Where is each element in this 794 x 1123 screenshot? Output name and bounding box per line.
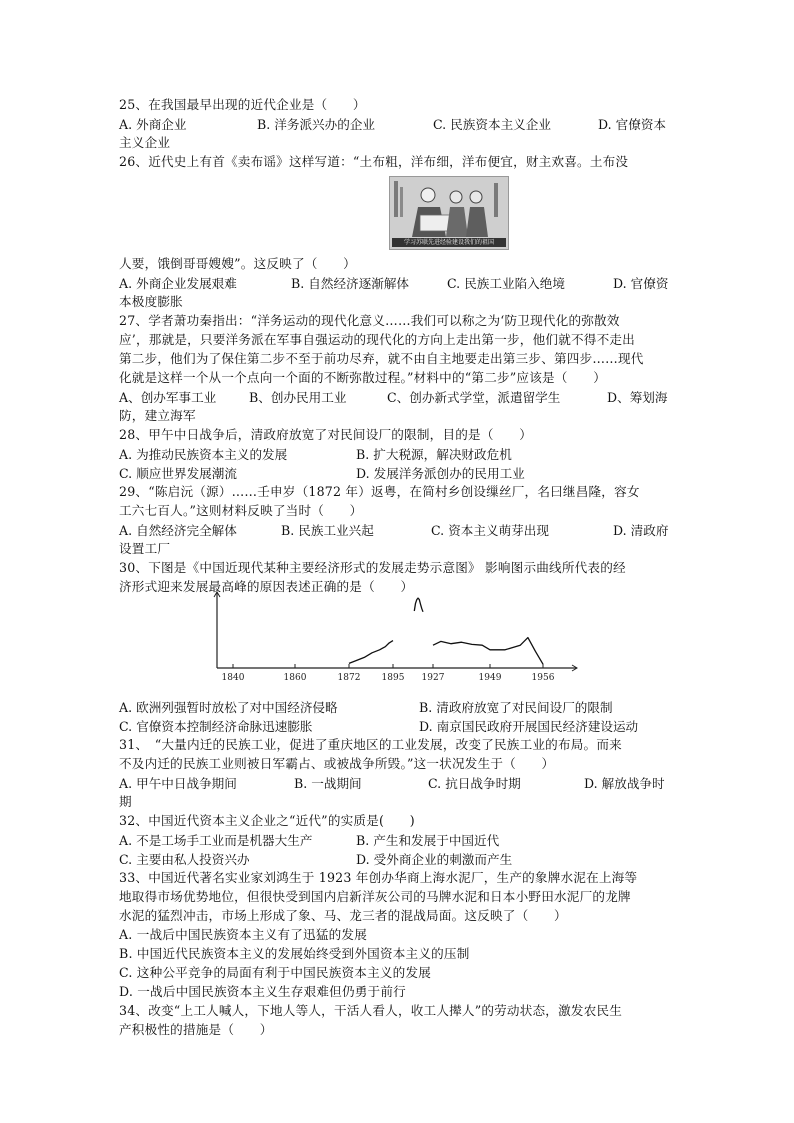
option-b: B. 民族工业兴起 [281, 523, 374, 538]
trend-curve-segment-3 [433, 638, 543, 665]
option-a: A. 自然经济完全解体 [119, 523, 237, 538]
option-c: C. 官僚资本控制经济命脉迅速膨胀 [119, 719, 313, 734]
option-b: B. 自然经济逐渐解体 [291, 276, 410, 291]
question-26-stem: 26、近代史上有首《卖布谣》这样写道：“土布粗，洋布细，洋布便宜，财主欢喜。土布没 [119, 154, 629, 169]
question-32-options-row-2 [119, 849, 675, 868]
question-27-line-2: 应’，那就是，只要洋务派在军事自强运动的现代化的方向上走出第一步，他们就不得不走出 [119, 332, 635, 347]
option-b: B、创办民用工业 [249, 390, 347, 405]
option-b: B. 中国近代民族资本主义的发展始终受到外国资本主义的压制 [119, 946, 470, 961]
option-d-continued: 防，建立海军 [119, 408, 196, 423]
option-a: A. 不是工场手工业而是机器大生产 [119, 833, 313, 848]
question-29-line-1: 29、“陈启沅（源）……壬申岁（1872 年）返粤，在简村乡创设缫丝厂，名曰继昌隆，容女 [119, 484, 640, 499]
option-c: C. 民族资本主义企业 [433, 117, 551, 132]
question-34-line-2: 产积极性的措施是（ ） [119, 1022, 273, 1037]
option-d: D. 发展洋务派创办的民用工业 [356, 466, 525, 481]
x-tick-label: 1860 [283, 673, 307, 683]
question-34-line-1: 34、改变“上工人喊人，下地人等人，干活人看人，收工人撵人”的劳动状态，激发农民生 [119, 1003, 623, 1018]
question-26-options [119, 273, 675, 292]
option-d: D. 一战后中国民族资本主义生存艰难但仍勇于前行 [119, 984, 406, 999]
question-30-options-row-1 [119, 697, 675, 716]
x-tick-label: 1895 [381, 673, 405, 683]
option-a: A. 欧洲列强暂时放松了对中国经济侵略 [119, 700, 338, 715]
question-25-stem: 25、在我国最早出现的近代企业是（ ） [119, 97, 366, 112]
option-d: D. 南京国民政府开展国民经济建设运动 [419, 719, 639, 734]
option-d: D、筹划海 [607, 390, 668, 405]
question-33-line-2: 地取得市场优势地位，但很快受到国内启新洋灰公司的马牌水泥和日本小野田水泥厂的龙牌 [119, 889, 631, 904]
poster-caption: 学习苏联先进经验建设我们的祖国 [392, 238, 506, 247]
x-tick-label: 1956 [531, 673, 555, 683]
question-27-line-4: 化就是这样一个从一个点向一个面的不断弥散过程。”材料中的“第二步”应该是（ ） [119, 370, 606, 385]
question-28-stem: 28、甲午中日战争后，清政府放宽了对民间设厂的限制，目的是（ ） [119, 427, 533, 442]
option-c: C. 资本主义萌芽出现 [431, 523, 549, 538]
trend-curve-segment-1 [349, 641, 393, 664]
propaganda-poster-image [389, 176, 509, 250]
option-d: D. 解放战争时 [584, 776, 665, 791]
question-31-options [119, 773, 675, 792]
question-26-stem-end: 人要，饿倒哥哥嫂嫂”。这反映了（ ） [119, 256, 356, 271]
question-29-options [119, 520, 675, 539]
question-31-line-2: 不及内迁的民族工业则被日军霸占、或被战争所毁。”这一状况发生于（ ） [119, 756, 555, 771]
option-d: D. 清政府 [613, 523, 669, 538]
question-28-options-row-1 [119, 444, 675, 463]
question-28-options-row-2 [119, 463, 675, 482]
option-a: A. 外商企业发展艰难 [119, 276, 237, 291]
option-d: D. 受外商企业的刺激而产生 [356, 852, 513, 867]
question-30-options-row-2 [119, 716, 675, 735]
option-c: C. 民族工业陷入绝境 [447, 276, 565, 291]
option-c: C. 顺应世界发展潮流 [119, 466, 237, 481]
option-b: B. 清政府放宽了对民间设厂的限制 [419, 700, 613, 715]
option-b: B. 产生和发展于中国近代 [356, 833, 500, 848]
trend-curve-segment-2 [414, 598, 423, 612]
x-tick-label: 1872 [337, 673, 361, 683]
question-33-line-3: 水泥的猛烈冲击，市场上形成了象、马、龙三者的混战局面。这反映了（ ） [119, 908, 567, 923]
option-c: C、创办新式学堂，派遣留学生 [387, 390, 561, 405]
option-a: A、创办军事工业 [119, 390, 217, 405]
question-29-line-2: 工六七百人。”这则材料反映了当时（ ） [119, 503, 363, 518]
option-a: A. 一战后中国民族资本主义有了迅猛的发展 [119, 927, 367, 942]
option-d: D. 官僚资本 [598, 117, 667, 132]
option-b: B. 洋务派兴办的企业 [257, 117, 376, 132]
x-tick-label: 1949 [478, 673, 502, 683]
question-32-stem: 32、中国近代资本主义企业之“近代”的实质是( ) [119, 813, 415, 828]
option-d-continued: 本极度膨胀 [119, 294, 183, 309]
question-27-options [119, 387, 675, 406]
option-d-continued: 设置工厂 [119, 541, 171, 556]
question-32-options-row-1 [119, 830, 675, 849]
question-31-line-1: 31、 “大量内迁的民族工业，促进了重庆地区的工业发展，改变了民族工业的布局。而来 [119, 737, 622, 752]
question-27-line-3: 第二步，他们为了保住第二步不至于前功尽弃，就不由自主地要走出第三步、第四步……现代 [119, 351, 644, 366]
option-c: C. 这种公平竞争的局面有利于中国民族资本主义的发展 [119, 965, 432, 980]
option-d-continued: 主义企业 [119, 135, 171, 150]
option-a: A. 外商企业 [119, 117, 187, 132]
option-a: A. 为推动民族资本主义的发展 [119, 447, 288, 462]
x-tick-label: 1927 [421, 673, 445, 683]
economic-trend-chart [205, 588, 585, 688]
option-c: C. 主要由私人投资兴办 [119, 852, 250, 867]
option-d-continued: 期 [119, 794, 132, 809]
question-30-line-2: 济形式迎来发展最高峰的原因表述正确的是（ ） [119, 579, 414, 594]
option-b: B. 扩大税源，解决财政危机 [356, 447, 512, 462]
option-c: C. 抗日战争时期 [428, 776, 521, 791]
option-b: B. 一战期间 [294, 776, 362, 791]
x-tick-label: 1840 [221, 673, 245, 683]
question-25-options [119, 114, 675, 133]
question-27-line-1: 27、学者萧功秦指出：“洋务运动的现代化意义……我们可以称之为‘防卫现代化的弥散效 [119, 313, 620, 328]
option-d: D. 官僚资 [613, 276, 669, 291]
option-a: A. 甲午中日战争期间 [119, 776, 237, 791]
question-30-line-1: 30、下图是《中国近现代某种主要经济形式的发展走势示意图》 影响图示曲线所代表的经 [119, 560, 626, 575]
question-33-line-1: 33、中国近代著名实业家刘鸿生于 1923 年创办华商上海水泥厂，生产的象牌水泥在上海等 [119, 870, 638, 885]
